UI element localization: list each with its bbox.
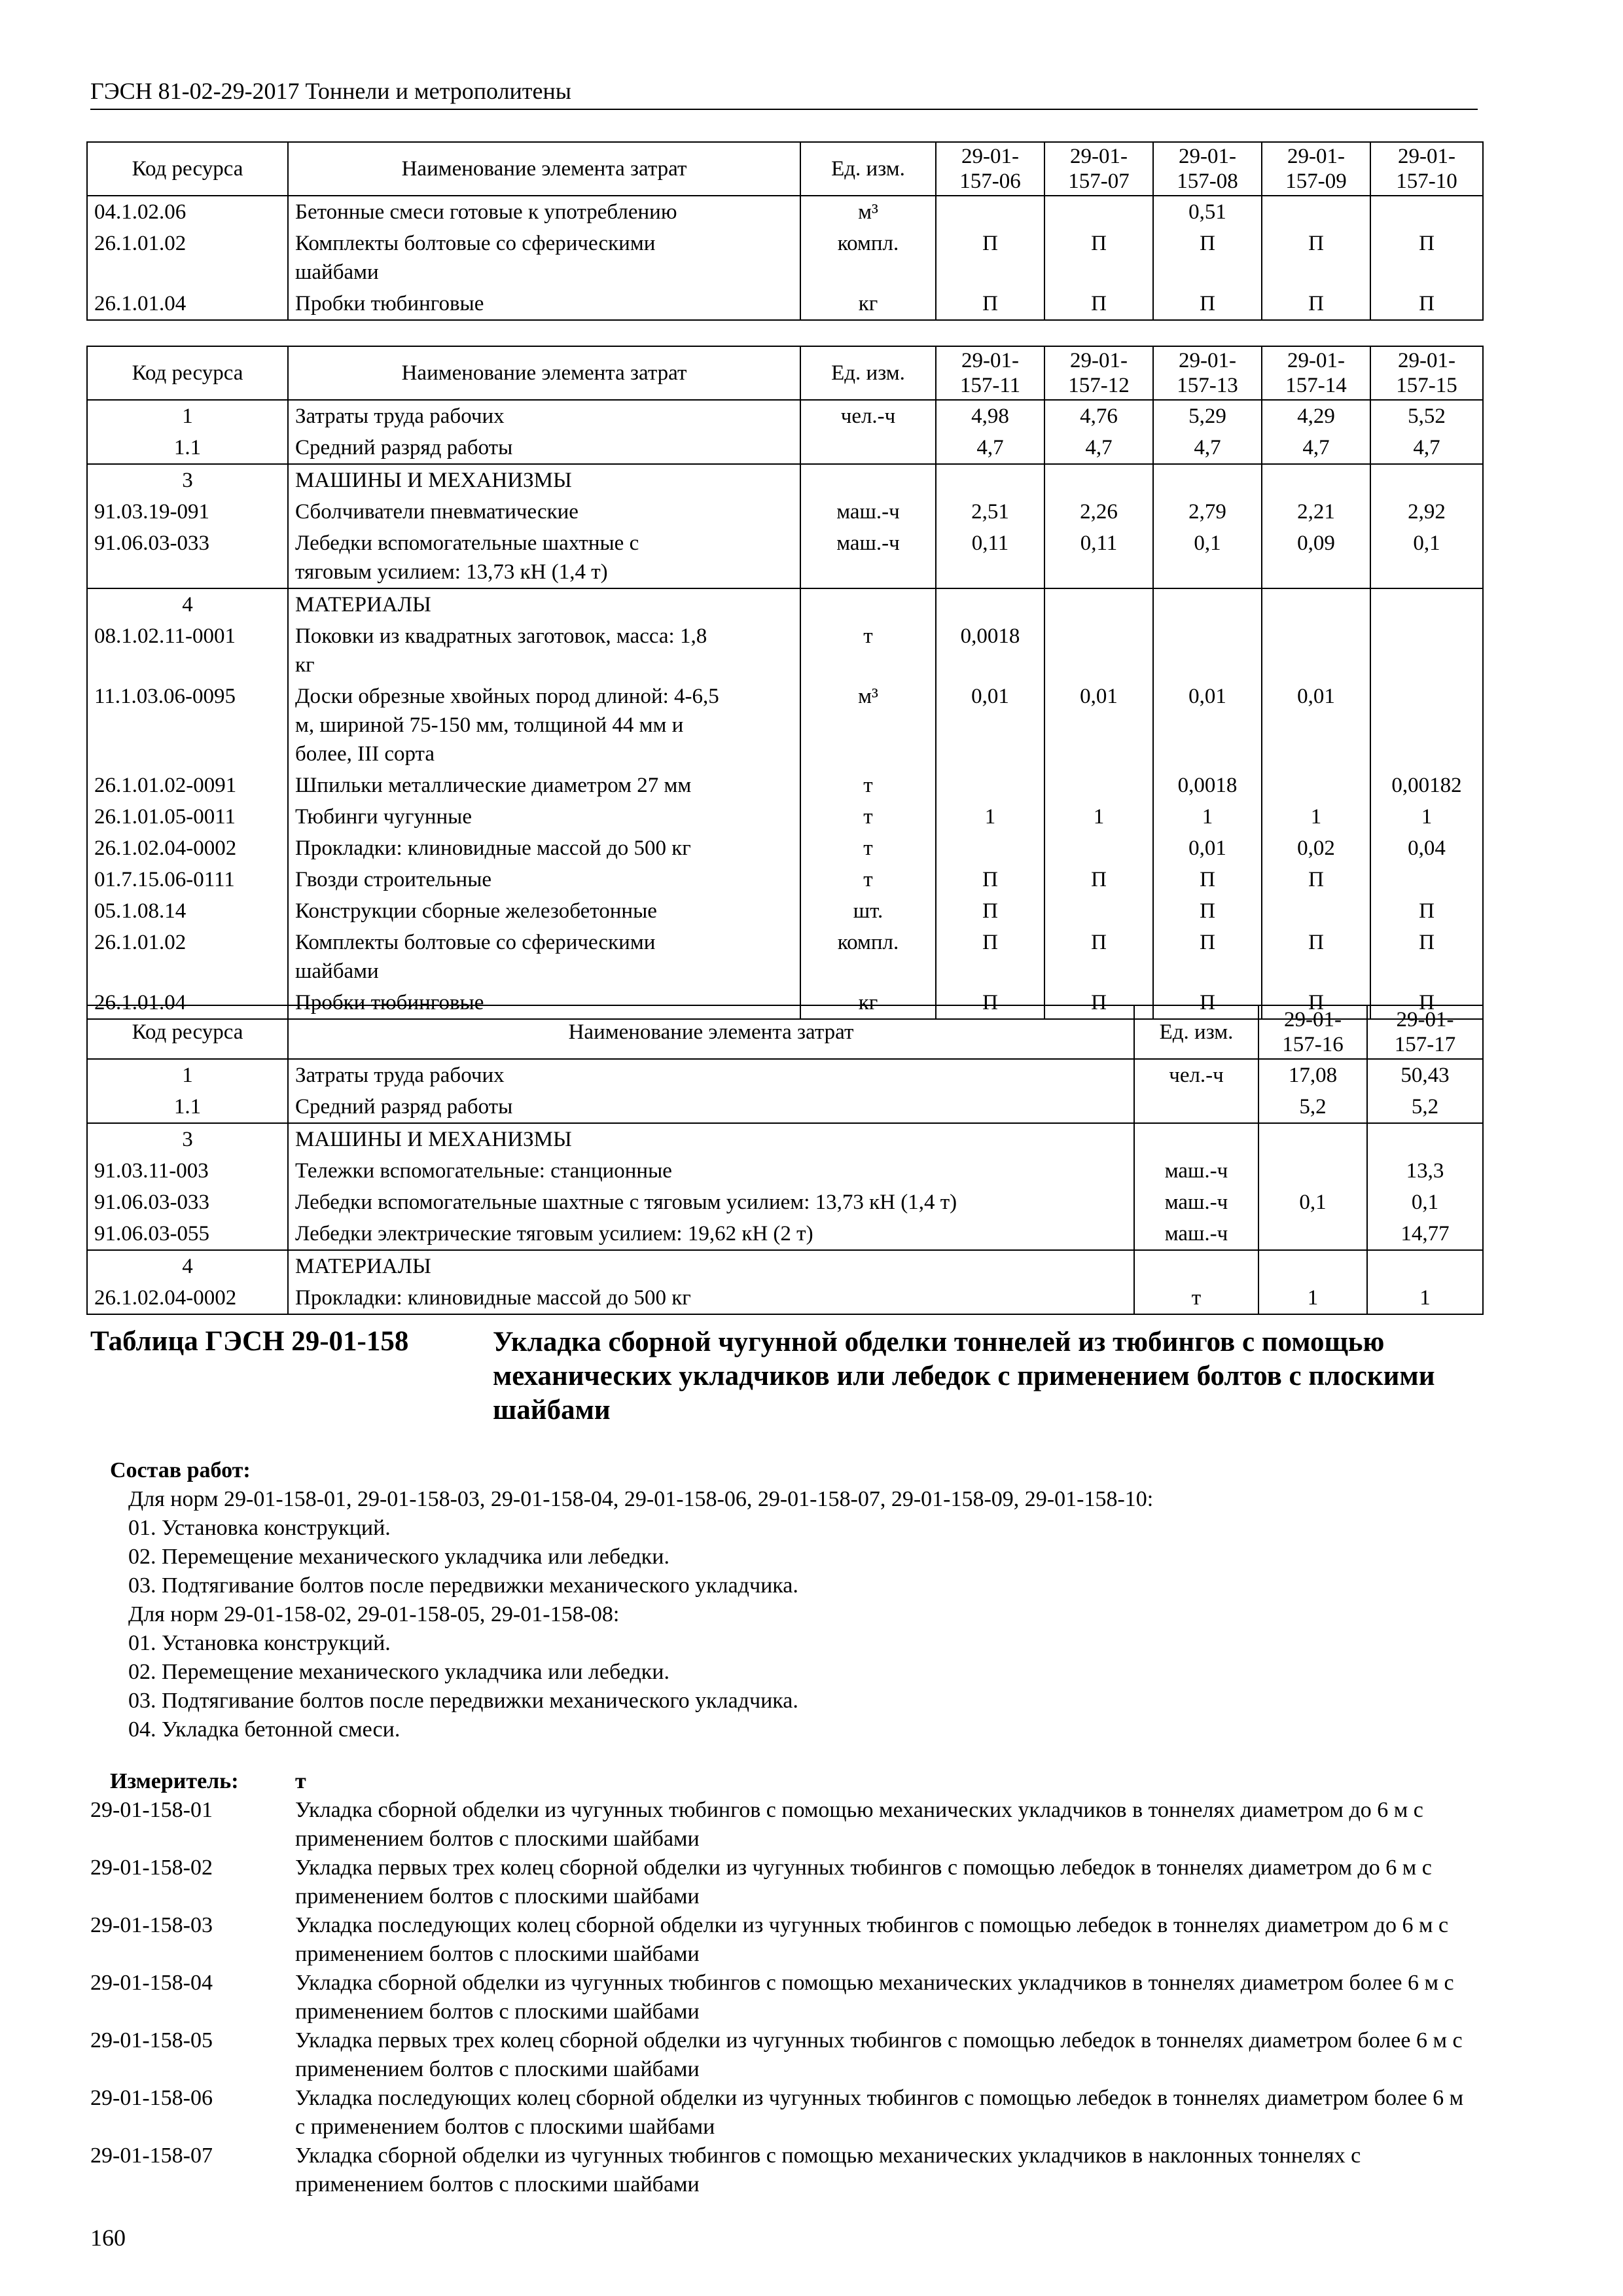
norm-value-cell: П (1153, 927, 1262, 987)
resource-code-cell: 91.06.03-033 (87, 1187, 288, 1218)
norm-value-cell: 2,51 (936, 496, 1044, 528)
norm-value-cell: 0,01 (1044, 681, 1153, 770)
unit-cell: т (1134, 1282, 1258, 1314)
col-header-code: Код ресурса (87, 142, 288, 196)
col-header-code: Код ресурса (87, 346, 288, 400)
norm-value-cell: 0,1 (1370, 528, 1483, 588)
norm-value-cell: 0,11 (1044, 528, 1153, 588)
col-header-unit: Ед. изм. (800, 346, 936, 400)
table-row (87, 1123, 1483, 1155)
table-row (87, 1059, 1483, 1091)
resource-code-cell: 1.1 (87, 1091, 288, 1123)
unit-cell (1134, 1123, 1258, 1155)
works-line: 03. Подтягивание болтов после передвижки механического укладчика. (128, 1573, 798, 1598)
norm-value-cell: 1 (1367, 1282, 1483, 1314)
unit-cell (800, 432, 936, 464)
norm-value-cell: 1 (1044, 801, 1153, 833)
norm-value-cell: 1 (1262, 801, 1370, 833)
norm-value-cell: 0,51 (1153, 196, 1262, 228)
resource-code-cell: 26.1.01.05-0011 (87, 801, 288, 833)
unit-cell: маш.-ч (800, 528, 936, 588)
table-row (87, 895, 1483, 927)
norm-value-cell: 2,79 (1153, 496, 1262, 528)
norm-value-cell (936, 464, 1044, 496)
resource-code-cell: 91.03.11-003 (87, 1155, 288, 1187)
resource-name-cell: Комплекты болтовые со сферическими шайбами (288, 927, 800, 987)
norm-value-cell: 0,1 (1258, 1187, 1367, 1218)
norm-value-cell (1258, 1250, 1367, 1282)
norm-value-cell: П (1153, 288, 1262, 320)
norm-value-cell: П (936, 228, 1044, 288)
norm-value-cell: П (936, 987, 1044, 1019)
resource-name-cell: Затраты труда рабочих (288, 1059, 1134, 1091)
measure-unit: т (295, 1769, 306, 1793)
norm-value-cell: П (1370, 228, 1483, 288)
resource-name-cell: Затраты труда рабочих (288, 400, 800, 432)
table-row (87, 1282, 1483, 1314)
norm-value-cell (1044, 833, 1153, 864)
norm-value-cell (936, 770, 1044, 801)
norm-value-cell: 13,3 (1367, 1155, 1483, 1187)
norm-value-cell: П (1044, 927, 1153, 987)
unit-cell: маш.-ч (1134, 1218, 1258, 1250)
unit-cell: компл. (800, 927, 936, 987)
resource-code-cell: 91.03.19-091 (87, 496, 288, 528)
norm-value-cell (1370, 864, 1483, 895)
norm-value-cell (1370, 196, 1483, 228)
resource-name-cell: Бетонные смеси готовые к употреблению (288, 196, 800, 228)
resource-table-157-16-17 (86, 1005, 1484, 1315)
resource-name-cell: Лебедки электрические тяговым усилием: 19,62 кН (2 т) (288, 1218, 1134, 1250)
resource-name-cell: Гвозди строительные (288, 864, 800, 895)
norm-value-cell: П (1370, 987, 1483, 1019)
resource-code-cell: 91.06.03-055 (87, 1218, 288, 1250)
measure-code: 29-01-158-02 (90, 1856, 213, 1880)
resource-name-cell: Пробки тюбинговые (288, 987, 800, 1019)
norm-value-cell (1153, 620, 1262, 681)
unit-cell: т (800, 801, 936, 833)
norm-value-cell: 0,1 (1367, 1187, 1483, 1218)
resource-code-cell: 26.1.01.02-0091 (87, 770, 288, 801)
norm-value-cell: 5,29 (1153, 400, 1262, 432)
norm-value-cell: 0,11 (936, 528, 1044, 588)
resource-name-cell: МАШИНЫ И МЕХАНИЗМЫ (288, 464, 800, 496)
norm-value-cell (936, 833, 1044, 864)
resource-code-cell: 4 (87, 588, 288, 620)
col-header-norm: 29-01- 157-11 (936, 346, 1044, 400)
unit-cell (1134, 1091, 1258, 1123)
resource-name-cell: Лебедки вспомогательные шахтные с тяговым усилием: 13,73 кН (1,4 т) (288, 528, 800, 588)
resource-name-cell: МАШИНЫ И МЕХАНИЗМЫ (288, 1123, 1134, 1155)
section-number: Таблица ГЭСН 29-01-158 (90, 1326, 409, 1357)
norm-value-cell: 0,0018 (1153, 770, 1262, 801)
norm-value-cell: П (1370, 895, 1483, 927)
norm-value-cell (1044, 196, 1153, 228)
measure-description: Укладка последующих колец сборной обделки из чугунных тюбингов с помощью лебедок в тоннелях диаметром более 6 м с применением болтов с плоскими шайбами (295, 2086, 1464, 2139)
measure-description: Укладка первых трех колец сборной обделки из чугунных тюбингов с помощью лебедок в тоннелях диаметром более 6 м с применением болтов с плоскими шайбами (295, 2028, 1463, 2081)
resource-code-cell: 26.1.01.04 (87, 288, 288, 320)
resource-name-cell: Прокладки: клиновидные массой до 500 кг (288, 833, 800, 864)
table-row (87, 288, 1483, 320)
resource-name-cell: Сболчиватели пневматические (288, 496, 800, 528)
norm-value-cell: 0,04 (1370, 833, 1483, 864)
table-row (87, 464, 1483, 496)
norm-value-cell: П (1153, 987, 1262, 1019)
norm-value-cell: П (1153, 864, 1262, 895)
resource-name-cell: Комплекты болтовые со сферическими шайбами (288, 228, 800, 288)
table-header-row (87, 1005, 1483, 1059)
norm-value-cell: 4,7 (1262, 432, 1370, 464)
norm-value-cell: 4,98 (936, 400, 1044, 432)
resource-code-cell: 1 (87, 400, 288, 432)
table-row (87, 801, 1483, 833)
resource-table-157-11-15 (86, 346, 1484, 1020)
norm-value-cell: 0,01 (936, 681, 1044, 770)
norm-value-cell: П (1262, 927, 1370, 987)
unit-cell: м³ (800, 196, 936, 228)
resource-name-cell: МАТЕРИАЛЫ (288, 588, 800, 620)
works-line: Для норм 29-01-158-02, 29-01-158-05, 29-01-158-08: (128, 1602, 620, 1626)
measure-code: 29-01-158-07 (90, 2144, 213, 2168)
measure-description: Укладка сборной обделки из чугунных тюбингов с помощью механических укладчиков в тоннелях диаметром более 6 м с применением болтов с плоскими шайбами (295, 1971, 1454, 2024)
measure-description: Укладка сборной обделки из чугунных тюбингов с помощью механических укладчиков в наклонных тоннелях с применением болтов с плоскими шайбами (295, 2144, 1361, 2197)
measure-code: 29-01-158-06 (90, 2086, 213, 2110)
norm-value-cell: П (936, 895, 1044, 927)
norm-value-cell: П (1262, 864, 1370, 895)
resource-name-cell: Тележки вспомогательные: станционные (288, 1155, 1134, 1187)
norm-value-cell: П (1153, 228, 1262, 288)
works-line: 02. Перемещение механического укладчика или лебедки. (128, 1545, 669, 1569)
measure-label: Измеритель: (110, 1769, 239, 1793)
unit-cell: м³ (800, 681, 936, 770)
table-row (87, 1155, 1483, 1187)
norm-value-cell: П (1044, 228, 1153, 288)
norm-value-cell: 0,1 (1153, 528, 1262, 588)
norm-value-cell: П (936, 864, 1044, 895)
table-header-row (87, 142, 1483, 196)
norm-value-cell: П (1044, 987, 1153, 1019)
resource-code-cell: 1.1 (87, 432, 288, 464)
unit-cell: маш.-ч (800, 496, 936, 528)
table-row (87, 681, 1483, 770)
norm-value-cell: 0,01 (1153, 681, 1262, 770)
col-header-norm: 29-01- 157-09 (1262, 142, 1370, 196)
unit-cell (1134, 1250, 1258, 1282)
resource-name-cell: Доски обрезные хвойных пород длиной: 4-6,5 м, шириной 75-150 мм, толщиной 44 мм и более, III сорта (288, 681, 800, 770)
measure-code: 29-01-158-04 (90, 1971, 213, 1995)
norm-value-cell (1262, 588, 1370, 620)
norm-value-cell: П (1044, 864, 1153, 895)
col-header-norm: 29-01- 157-16 (1258, 1005, 1367, 1059)
norm-value-cell: П (1370, 288, 1483, 320)
norm-value-cell (1370, 588, 1483, 620)
col-header-code: Код ресурса (87, 1005, 288, 1059)
norm-value-cell (1044, 770, 1153, 801)
table-row (87, 400, 1483, 432)
resource-code-cell: 26.1.02.04-0002 (87, 833, 288, 864)
table-row (87, 228, 1483, 288)
norm-value-cell (1258, 1218, 1367, 1250)
col-header-norm: 29-01- 157-17 (1367, 1005, 1483, 1059)
norm-value-cell: 1 (1153, 801, 1262, 833)
unit-cell: т (800, 770, 936, 801)
unit-cell: кг (800, 288, 936, 320)
norm-value-cell (1153, 464, 1262, 496)
col-header-unit: Ед. изм. (800, 142, 936, 196)
resource-code-cell: 11.1.03.06-0095 (87, 681, 288, 770)
measure-code: 29-01-158-01 (90, 1798, 213, 1822)
resource-code-cell: 4 (87, 1250, 288, 1282)
col-header-name: Наименование элемента затрат (288, 1005, 1134, 1059)
col-header-name: Наименование элемента затрат (288, 142, 800, 196)
resource-name-cell: Тюбинги чугунные (288, 801, 800, 833)
unit-cell (800, 464, 936, 496)
norm-value-cell (1258, 1155, 1367, 1187)
norm-value-cell (1367, 1250, 1483, 1282)
norm-value-cell (1262, 196, 1370, 228)
works-line: 01. Установка конструкций. (128, 1631, 391, 1655)
norm-value-cell: 0,09 (1262, 528, 1370, 588)
col-header-norm: 29-01- 157-07 (1044, 142, 1153, 196)
norm-value-cell: 2,92 (1370, 496, 1483, 528)
norm-value-cell: П (1262, 288, 1370, 320)
norm-value-cell: П (1262, 228, 1370, 288)
norm-value-cell: 0,01 (1262, 681, 1370, 770)
section-heading: Укладка сборной чугунной обделки тоннелей из тюбингов с помощью механических укладчиков или лебедок с применением болтов с плоскими шайбами (493, 1327, 1435, 1426)
norm-value-cell: 4,7 (1370, 432, 1483, 464)
norm-value-cell: П (1370, 927, 1483, 987)
resource-code-cell: 26.1.01.02 (87, 228, 288, 288)
norm-value-cell: 1 (936, 801, 1044, 833)
table-row (87, 196, 1483, 228)
resource-name-cell: Пробки тюбинговые (288, 288, 800, 320)
measure-description: Укладка сборной обделки из чугунных тюбингов с помощью механических укладчиков в тоннелях диаметром до 6 м с применением болтов с плоскими шайбами (295, 1798, 1423, 1851)
norm-value-cell: 2,21 (1262, 496, 1370, 528)
norm-value-cell (1044, 588, 1153, 620)
works-line: 04. Укладка бетонной смеси. (128, 1717, 401, 1742)
resource-code-cell: 08.1.02.11-0001 (87, 620, 288, 681)
resource-name-cell: Прокладки: клиновидные массой до 500 кг (288, 1282, 1134, 1314)
norm-value-cell (1262, 464, 1370, 496)
norm-value-cell: 17,08 (1258, 1059, 1367, 1091)
norm-value-cell (1370, 464, 1483, 496)
col-header-norm: 29-01- 157-10 (1370, 142, 1483, 196)
unit-cell: чел.-ч (1134, 1059, 1258, 1091)
norm-value-cell: 5,52 (1370, 400, 1483, 432)
table-row (87, 588, 1483, 620)
resource-table-157-06-10 (86, 141, 1484, 321)
col-header-norm: 29-01- 157-14 (1262, 346, 1370, 400)
resource-name-cell: МАТЕРИАЛЫ (288, 1250, 1134, 1282)
table-row (87, 432, 1483, 464)
works-line: Для норм 29-01-158-01, 29-01-158-03, 29-01-158-04, 29-01-158-06, 29-01-158-07, 29-01-158-09, 29-01-158-10: (128, 1487, 1154, 1511)
norm-value-cell: 50,43 (1367, 1059, 1483, 1091)
table-row (87, 864, 1483, 895)
norm-value-cell: 5,2 (1258, 1091, 1367, 1123)
table-row (87, 1187, 1483, 1218)
norm-value-cell (936, 196, 1044, 228)
unit-cell: маш.-ч (1134, 1155, 1258, 1187)
resource-code-cell: 91.06.03-033 (87, 528, 288, 588)
norm-value-cell: 14,77 (1367, 1218, 1483, 1250)
norm-value-cell: П (936, 927, 1044, 987)
table-row (87, 833, 1483, 864)
works-line: 01. Установка конструкций. (128, 1516, 391, 1540)
table-row (87, 1218, 1483, 1250)
works-line: 02. Перемещение механического укладчика или лебедки. (128, 1660, 669, 1684)
resource-name-cell: Лебедки вспомогательные шахтные с тяговым усилием: 13,73 кН (1,4 т) (288, 1187, 1134, 1218)
col-header-norm: 29-01- 157-15 (1370, 346, 1483, 400)
measure-description: Укладка первых трех колец сборной обделки из чугунных тюбингов с помощью лебедок в тоннелях диаметром до 6 м с применением болтов с плоскими шайбами (295, 1856, 1432, 1909)
norm-value-cell (1044, 464, 1153, 496)
norm-value-cell (1367, 1123, 1483, 1155)
resource-code-cell: 3 (87, 1123, 288, 1155)
resource-code-cell: 26.1.02.04-0002 (87, 1282, 288, 1314)
measure-code: 29-01-158-03 (90, 1913, 213, 1937)
resource-code-cell: 04.1.02.06 (87, 196, 288, 228)
norm-value-cell: 1 (1370, 801, 1483, 833)
col-header-norm: 29-01- 157-13 (1153, 346, 1262, 400)
unit-cell: маш.-ч (1134, 1187, 1258, 1218)
works-heading: Состав работ: (110, 1458, 251, 1482)
resource-code-cell: 01.7.15.06-0111 (87, 864, 288, 895)
norm-value-cell: 1 (1258, 1282, 1367, 1314)
norm-value-cell (936, 588, 1044, 620)
unit-cell: компл. (800, 228, 936, 288)
table-row (87, 927, 1483, 987)
unit-cell: чел.-ч (800, 400, 936, 432)
resource-code-cell: 1 (87, 1059, 288, 1091)
table-header-row (87, 346, 1483, 400)
resource-code-cell: 3 (87, 464, 288, 496)
norm-value-cell: 4,7 (936, 432, 1044, 464)
norm-value-cell: 0,0018 (936, 620, 1044, 681)
norm-value-cell (1044, 895, 1153, 927)
norm-value-cell (1262, 895, 1370, 927)
table-row (87, 528, 1483, 588)
norm-value-cell (1262, 620, 1370, 681)
norm-value-cell: 4,7 (1153, 432, 1262, 464)
norm-value-cell (1044, 620, 1153, 681)
norm-value-cell: П (936, 288, 1044, 320)
table-row (87, 1250, 1483, 1282)
page-number: 160 (90, 2225, 126, 2251)
unit-cell: т (800, 620, 936, 681)
norm-value-cell: 0,01 (1153, 833, 1262, 864)
norm-value-cell: 2,26 (1044, 496, 1153, 528)
resource-name-cell: Средний разряд работы (288, 432, 800, 464)
norm-value-cell (1262, 770, 1370, 801)
norm-value-cell: 4,7 (1044, 432, 1153, 464)
col-header-norm: 29-01- 157-12 (1044, 346, 1153, 400)
measure-code: 29-01-158-05 (90, 2028, 213, 2053)
works-line: 03. Подтягивание болтов после передвижки механического укладчика. (128, 1689, 798, 1713)
resource-name-cell: Шпильки металлические диаметром 27 мм (288, 770, 800, 801)
norm-value-cell (1258, 1123, 1367, 1155)
norm-value-cell: П (1044, 288, 1153, 320)
table-row (87, 496, 1483, 528)
norm-value-cell: 0,02 (1262, 833, 1370, 864)
col-header-norm: 29-01- 157-06 (936, 142, 1044, 196)
norm-value-cell (1370, 681, 1483, 770)
unit-cell (800, 588, 936, 620)
norm-value-cell: П (1153, 895, 1262, 927)
table-row (87, 1091, 1483, 1123)
table-row (87, 620, 1483, 681)
resource-name-cell: Конструкции сборные железобетонные (288, 895, 800, 927)
norm-value-cell (1370, 620, 1483, 681)
norm-value-cell (1153, 588, 1262, 620)
resource-code-cell: 26.1.01.04 (87, 987, 288, 1019)
norm-value-cell: 4,29 (1262, 400, 1370, 432)
unit-cell: шт. (800, 895, 936, 927)
col-header-name: Наименование элемента затрат (288, 346, 800, 400)
unit-cell: т (800, 864, 936, 895)
col-header-norm: 29-01- 157-08 (1153, 142, 1262, 196)
resource-code-cell: 05.1.08.14 (87, 895, 288, 927)
resource-name-cell: Поковки из квадратных заготовок, масса: 1,8 кг (288, 620, 800, 681)
unit-cell: т (800, 833, 936, 864)
table-row (87, 770, 1483, 801)
col-header-unit: Ед. изм. (1134, 1005, 1258, 1059)
resource-code-cell: 26.1.01.02 (87, 927, 288, 987)
norm-value-cell: 0,00182 (1370, 770, 1483, 801)
norm-value-cell: 5,2 (1367, 1091, 1483, 1123)
norm-value-cell: П (1262, 987, 1370, 1019)
unit-cell: кг (800, 987, 936, 1019)
page-header: ГЭСН 81-02-29-2017 Тоннели и метрополитены (90, 77, 1478, 110)
resource-name-cell: Средний разряд работы (288, 1091, 1134, 1123)
norm-value-cell: 4,76 (1044, 400, 1153, 432)
measure-description: Укладка последующих колец сборной обделки из чугунных тюбингов с помощью лебедок в тоннелях диаметром до 6 м с применением болтов с плоскими шайбами (295, 1913, 1449, 1966)
